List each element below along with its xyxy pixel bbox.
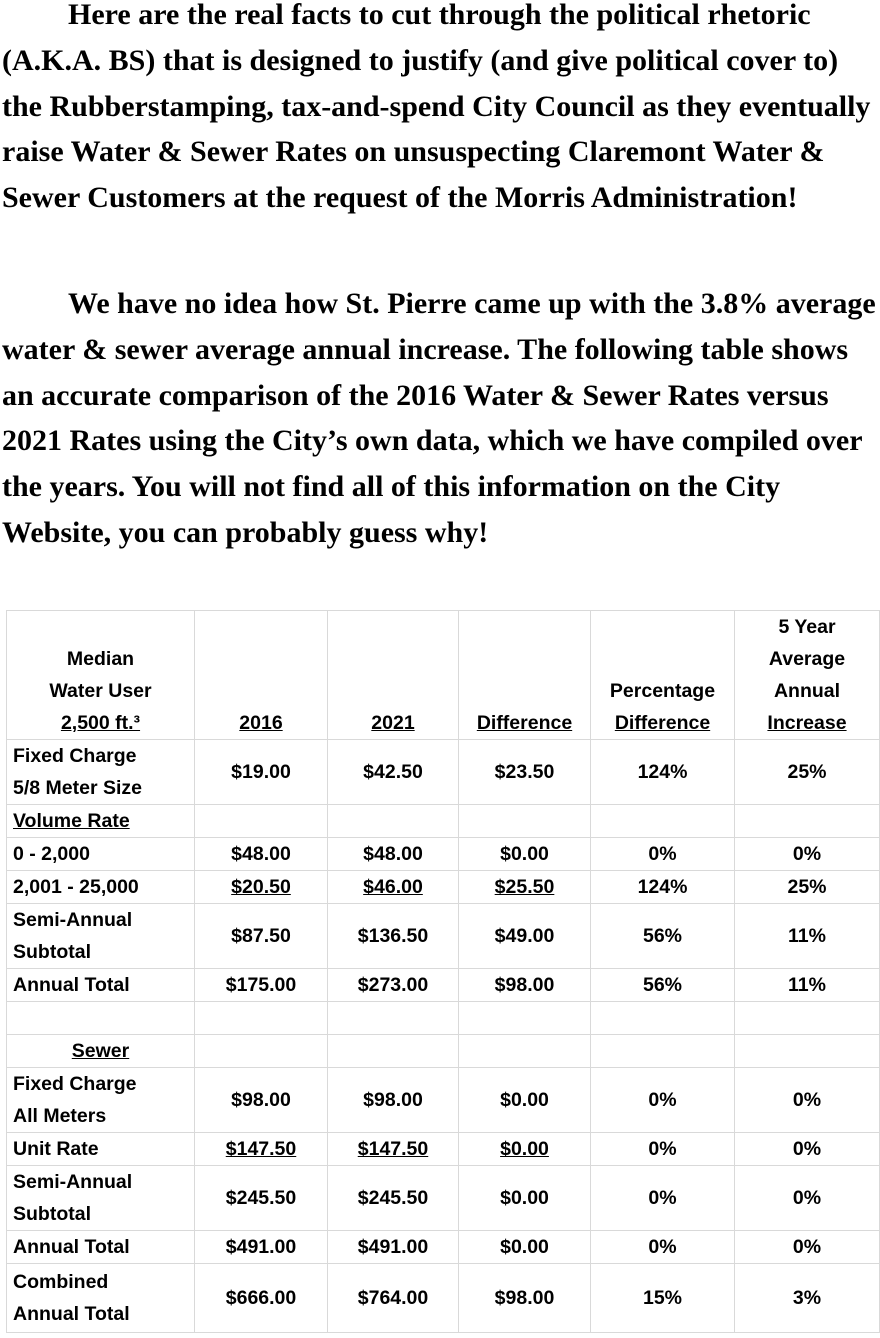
row-label: 0 - 2,000 <box>7 838 195 871</box>
cell-2016: $87.50 <box>195 904 328 969</box>
cell-2021: $136.50 <box>328 904 459 969</box>
header-difference: Difference <box>459 611 591 740</box>
cell-difference: $98.00 <box>459 1264 591 1333</box>
cell-2016: $20.50 <box>195 871 328 904</box>
cell-percentage: 124% <box>591 871 735 904</box>
header-2016: 2016 <box>195 611 328 740</box>
cell-2016: $147.50 <box>195 1133 328 1166</box>
table-row-water-fixed <box>7 740 880 805</box>
cell-2016: $245.50 <box>195 1166 328 1231</box>
cell-2016: $666.00 <box>195 1264 328 1333</box>
cell-percentage: 124% <box>591 740 735 805</box>
cell-2021: $491.00 <box>328 1231 459 1264</box>
cell-percentage: 15% <box>591 1264 735 1333</box>
cell-difference: $0.00 <box>459 1166 591 1231</box>
intro-paragraph-2: We have no idea how St. Pierre came up with the 3.8% average water & sewer average annual increase. The following table shows an accurate comparison of the 2016 Water & Sewer Rates versus 2021 Rates using the City’s own data, which we have compiled over the years. You will not find all of this information on the City Website, you can probably guess why! <box>2 287 876 549</box>
cell-average: 0% <box>735 1068 880 1133</box>
table-row-sewer-unit-rate <box>7 1133 880 1166</box>
cell-percentage: 0% <box>591 1166 735 1231</box>
header-median-water-user: Median Water User 2,500 ft.³ <box>7 611 195 740</box>
table-row-volume-rate <box>7 805 880 838</box>
row-label: Volume Rate <box>7 805 195 838</box>
intro-paragraph-1: Here are the real facts to cut through the political rhetoric (A.K.A. BS) that is designed to justify (and give political cover to) the Rubberstamping, tax-and-spend City Council as they eventually raise Water & Sewer Rates on unsuspecting Claremont Water & Sewer Customers at the request of the Morris Administration! <box>2 0 871 215</box>
cell-2016: $48.00 <box>195 838 328 871</box>
header-percentage-difference: Percentage Difference <box>591 611 735 740</box>
table-row-water-annual-total <box>7 969 880 1002</box>
row-label: Annual Total <box>7 969 195 1002</box>
cell-2016: $491.00 <box>195 1231 328 1264</box>
cell-2016: $98.00 <box>195 1068 328 1133</box>
table-row-water-semi-annual <box>7 904 880 969</box>
cell-average: 0% <box>735 1133 880 1166</box>
table-row-sewer-semi-annual <box>7 1166 880 1231</box>
table-header-row <box>7 611 880 740</box>
cell-average: 0% <box>735 838 880 871</box>
cell-average: 11% <box>735 904 880 969</box>
cell-average: 25% <box>735 740 880 805</box>
rate-comparison-table <box>6 610 880 1333</box>
cell-2016: $19.00 <box>195 740 328 805</box>
cell-average: 3% <box>735 1264 880 1333</box>
cell-difference: $23.50 <box>459 740 591 805</box>
cell-difference: $0.00 <box>459 1068 591 1133</box>
cell-2021: $42.50 <box>328 740 459 805</box>
cell-percentage: 56% <box>591 969 735 1002</box>
cell-difference: $49.00 <box>459 904 591 969</box>
cell-difference: $0.00 <box>459 838 591 871</box>
sewer-heading: Sewer <box>7 1035 195 1068</box>
row-label: Fixed Charge All Meters <box>7 1068 195 1133</box>
cell-2021: $147.50 <box>328 1133 459 1166</box>
table-row-sewer-annual-total <box>7 1231 880 1264</box>
cell-percentage: 0% <box>591 1133 735 1166</box>
table-row-sewer-fixed <box>7 1068 880 1133</box>
row-label: 2,001 - 25,000 <box>7 871 195 904</box>
table-row-combined-total <box>7 1264 880 1333</box>
cell-difference: $0.00 <box>459 1231 591 1264</box>
row-label: Annual Total <box>7 1231 195 1264</box>
table-row-tier-1 <box>7 838 880 871</box>
header-2021: 2021 <box>328 611 459 740</box>
cell-2021: $98.00 <box>328 1068 459 1133</box>
table-row-tier-2 <box>7 871 880 904</box>
cell-average: 0% <box>735 1231 880 1264</box>
cell-2021: $764.00 <box>328 1264 459 1333</box>
cell-difference: $98.00 <box>459 969 591 1002</box>
row-label: Combined Annual Total <box>7 1264 195 1333</box>
cell-average: 11% <box>735 969 880 1002</box>
cell-2021: $245.50 <box>328 1166 459 1231</box>
cell-difference: $0.00 <box>459 1133 591 1166</box>
table-row-sewer-heading <box>7 1035 880 1068</box>
cell-2016: $175.00 <box>195 969 328 1002</box>
row-label: Fixed Charge 5/8 Meter Size <box>7 740 195 805</box>
cell-difference: $25.50 <box>459 871 591 904</box>
cell-average: 0% <box>735 1166 880 1231</box>
cell-percentage: 0% <box>591 1068 735 1133</box>
cell-2021: $273.00 <box>328 969 459 1002</box>
cell-2021: $46.00 <box>328 871 459 904</box>
row-label: Unit Rate <box>7 1133 195 1166</box>
cell-2021: $48.00 <box>328 838 459 871</box>
cell-percentage: 56% <box>591 904 735 969</box>
row-label: Semi-Annual Subtotal <box>7 1166 195 1231</box>
row-label: Semi-Annual Subtotal <box>7 904 195 969</box>
cell-average: 25% <box>735 871 880 904</box>
cell-percentage: 0% <box>591 838 735 871</box>
table-row-spacer <box>7 1002 880 1035</box>
cell-percentage: 0% <box>591 1231 735 1264</box>
header-5-year-average: 5 Year Average Annual Increase <box>735 611 880 740</box>
